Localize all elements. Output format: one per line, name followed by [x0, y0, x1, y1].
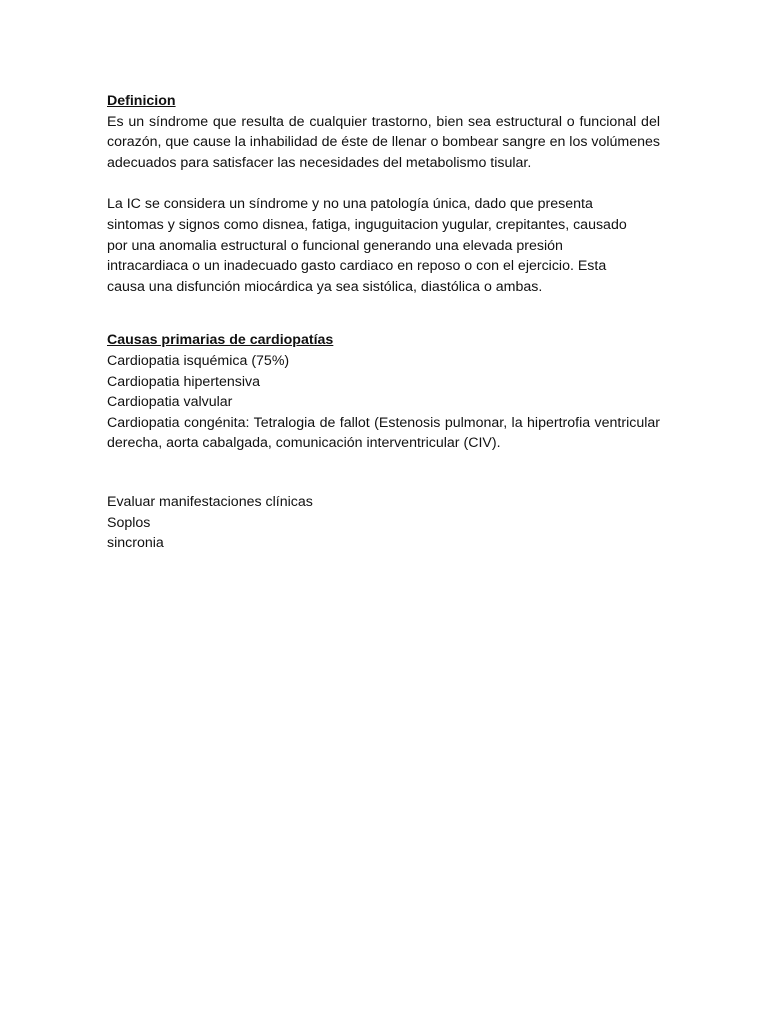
definicion-heading: Definicion — [107, 93, 176, 109]
causa-item: Cardiopatia isquémica (75%) — [107, 352, 290, 369]
evaluar-line: Soplos — [107, 514, 151, 531]
causas-heading: Causas primarias de cardiopatías — [107, 332, 334, 349]
ic-line: intracardiaca o un inadecuado gasto cardiaco en reposo o con el ejercicio. Esta — [107, 258, 607, 275]
causa-item: Cardiopatia valvular — [107, 394, 233, 411]
ic-line: sintomas y signos como disnea, fatiga, inguguitacion yugular, crepitantes, causado — [107, 216, 627, 233]
document-page — [107, 91, 660, 554]
ic-line: causa una disfunción miocárdica ya sea sistólica, diastólica o ambas. — [107, 278, 543, 295]
spacer — [107, 454, 660, 492]
spacer — [107, 297, 660, 330]
evaluar-line: Evaluar manifestaciones clínicas — [107, 493, 313, 510]
ic-line: por una anomalia estructural o funcional generando una elevada presión — [107, 237, 563, 254]
ic-paragraph — [107, 194, 660, 297]
causa-congenita: Cardiopatia congénita: Tetralogia de fallot (Estenosis pulmonar, la hipertrofia ventricular derecha, aorta cabalgada, comunicación interventricular (CIV). — [107, 414, 660, 452]
ic-line: La IC se considera un síndrome y no una patología única, dado que presenta — [107, 196, 593, 213]
evaluar-line: sincronia — [107, 535, 164, 552]
definicion-paragraph: Es un síndrome que resulta de cualquier trastorno, bien sea estructural o funcional del corazón, que cause la inhabilidad de éste de llenar o bombear sangre en los volúmenes adecuados para satisfacer las necesidades del metabolismo tisular. — [107, 113, 660, 171]
causa-item: Cardiopatia hipertensiva — [107, 373, 261, 390]
spacer — [107, 173, 660, 194]
